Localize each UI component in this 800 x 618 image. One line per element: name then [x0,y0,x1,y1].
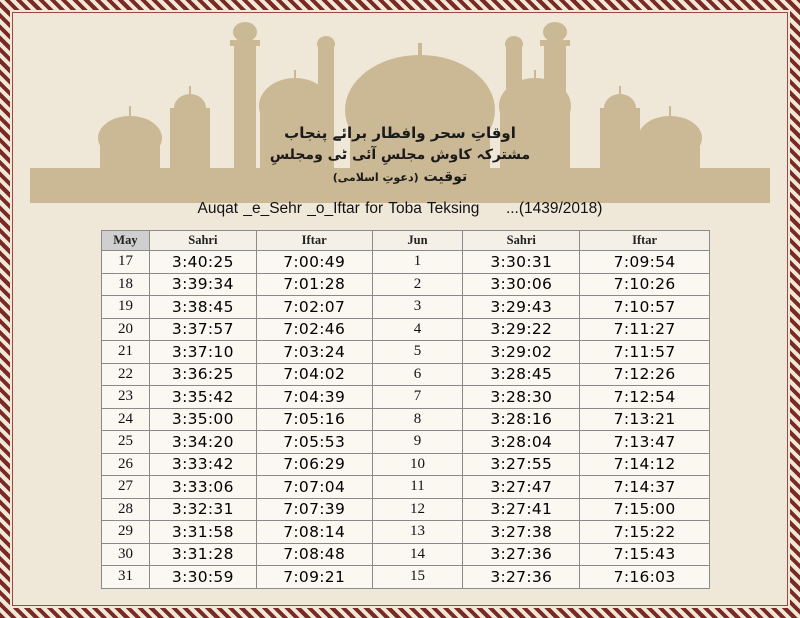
table-row [102,341,710,364]
jun-sahri-cell: 3:30:31 [463,251,580,274]
may-iftar-cell: 7:07:39 [256,498,372,521]
table-row [102,431,710,454]
may-sahri-cell: 3:33:06 [149,476,256,499]
jun-iftar-cell: 7:15:22 [580,521,710,544]
jun-iftar-cell: 7:12:26 [580,363,710,386]
jun-iftar-cell: 7:13:47 [580,431,710,454]
may-sahri-cell: 3:30:59 [149,566,256,589]
may-day-cell: 25 [102,431,150,454]
urdu-heading-line2-small: (دعوتِ اسلامی) [332,171,419,184]
table-row [102,498,710,521]
may-day-cell: 19 [102,296,150,319]
may-day-cell: 28 [102,498,150,521]
header-jun-iftar: Iftar [580,231,710,251]
may-iftar-cell: 7:09:21 [256,566,372,589]
jun-iftar-cell: 7:10:57 [580,296,710,319]
jun-sahri-cell: 3:28:45 [463,363,580,386]
may-iftar-cell: 7:03:24 [256,341,372,364]
jun-iftar-cell: 7:15:43 [580,543,710,566]
jun-iftar-cell: 7:15:00 [580,498,710,521]
may-iftar-cell: 7:05:16 [256,408,372,431]
may-day-cell: 22 [102,363,150,386]
jun-day-cell: 3 [372,296,463,319]
jun-sahri-cell: 3:28:04 [463,431,580,454]
may-iftar-cell: 7:01:28 [256,273,372,296]
jun-day-cell: 10 [372,453,463,476]
jun-sahri-cell: 3:27:36 [463,566,580,589]
may-day-cell: 31 [102,566,150,589]
may-sahri-cell: 3:32:31 [149,498,256,521]
jun-sahri-cell: 3:27:38 [463,521,580,544]
jun-day-cell: 6 [372,363,463,386]
table-row [102,453,710,476]
jun-sahri-cell: 3:28:16 [463,408,580,431]
may-sahri-cell: 3:35:00 [149,408,256,431]
table-row [102,386,710,409]
may-day-cell: 20 [102,318,150,341]
may-iftar-cell: 7:04:02 [256,363,372,386]
header-jun: Jun [372,231,463,251]
may-day-cell: 18 [102,273,150,296]
may-sahri-cell: 3:31:28 [149,543,256,566]
may-sahri-cell: 3:38:45 [149,296,256,319]
may-sahri-cell: 3:40:25 [149,251,256,274]
jun-iftar-cell: 7:13:21 [580,408,710,431]
jun-day-cell: 13 [372,521,463,544]
jun-sahri-cell: 3:30:06 [463,273,580,296]
may-day-cell: 29 [102,521,150,544]
jun-iftar-cell: 7:11:27 [580,318,710,341]
may-day-cell: 26 [102,453,150,476]
jun-day-cell: 1 [372,251,463,274]
table-row [102,363,710,386]
may-iftar-cell: 7:08:48 [256,543,372,566]
header-may: May [102,231,150,251]
jun-day-cell: 15 [372,566,463,589]
jun-iftar-cell: 7:16:03 [580,566,710,589]
may-sahri-cell: 3:31:58 [149,521,256,544]
jun-iftar-cell: 7:12:54 [580,386,710,409]
jun-iftar-cell: 7:10:26 [580,273,710,296]
may-iftar-cell: 7:00:49 [256,251,372,274]
header-may-sahri: Sahri [149,231,256,251]
jun-iftar-cell: 7:11:57 [580,341,710,364]
jun-sahri-cell: 3:29:22 [463,318,580,341]
may-iftar-cell: 7:07:04 [256,476,372,499]
jun-day-cell: 2 [372,273,463,296]
may-iftar-cell: 7:04:39 [256,386,372,409]
jun-day-cell: 5 [372,341,463,364]
may-day-cell: 21 [102,341,150,364]
table-row [102,543,710,566]
jun-day-cell: 9 [372,431,463,454]
may-iftar-cell: 7:02:46 [256,318,372,341]
jun-day-cell: 4 [372,318,463,341]
may-iftar-cell: 7:02:07 [256,296,372,319]
table-row [102,521,710,544]
jun-sahri-cell: 3:27:47 [463,476,580,499]
jun-sahri-cell: 3:28:30 [463,386,580,409]
may-sahri-cell: 3:36:25 [149,363,256,386]
may-day-cell: 24 [102,408,150,431]
header-may-iftar: Iftar [256,231,372,251]
may-sahri-cell: 3:37:57 [149,318,256,341]
may-day-cell: 17 [102,251,150,274]
table-row [102,273,710,296]
table-row [102,296,710,319]
sehr-iftar-table [101,230,710,589]
page-title: Auqat _e_Sehr _o_Iftar for Toba Teksing ...(1439/2018) [197,200,603,217]
may-day-cell: 27 [102,476,150,499]
urdu-heading-line2 [250,144,550,189]
urdu-heading [250,122,550,189]
may-iftar-cell: 7:06:29 [256,453,372,476]
jun-day-cell: 12 [372,498,463,521]
urdu-heading-line1: اوقاتِ سحر وافطار برائے پنجاب [284,124,516,142]
jun-iftar-cell: 7:14:12 [580,453,710,476]
table-row [102,251,710,274]
table-row [102,476,710,499]
may-sahri-cell: 3:39:34 [149,273,256,296]
may-sahri-cell: 3:34:20 [149,431,256,454]
may-day-cell: 23 [102,386,150,409]
may-iftar-cell: 7:08:14 [256,521,372,544]
jun-iftar-cell: 7:14:37 [580,476,710,499]
table-row [102,566,710,589]
header-jun-sahri: Sahri [463,231,580,251]
jun-sahri-cell: 3:27:36 [463,543,580,566]
jun-day-cell: 14 [372,543,463,566]
urdu-heading-line2-text: مشترکہ کاوش مجلسِ آئی ٹی ومجلسِ توقیت [269,147,531,185]
jun-day-cell: 7 [372,386,463,409]
jun-day-cell: 8 [372,408,463,431]
table-row [102,408,710,431]
may-sahri-cell: 3:37:10 [149,341,256,364]
may-day-cell: 30 [102,543,150,566]
table-row [102,318,710,341]
jun-sahri-cell: 3:29:02 [463,341,580,364]
table-header-row [102,231,710,251]
may-iftar-cell: 7:05:53 [256,431,372,454]
jun-sahri-cell: 3:29:43 [463,296,580,319]
jun-iftar-cell: 7:09:54 [580,251,710,274]
jun-sahri-cell: 3:27:41 [463,498,580,521]
may-sahri-cell: 3:35:42 [149,386,256,409]
may-sahri-cell: 3:33:42 [149,453,256,476]
jun-sahri-cell: 3:27:55 [463,453,580,476]
table-body [102,251,710,589]
jun-day-cell: 11 [372,476,463,499]
